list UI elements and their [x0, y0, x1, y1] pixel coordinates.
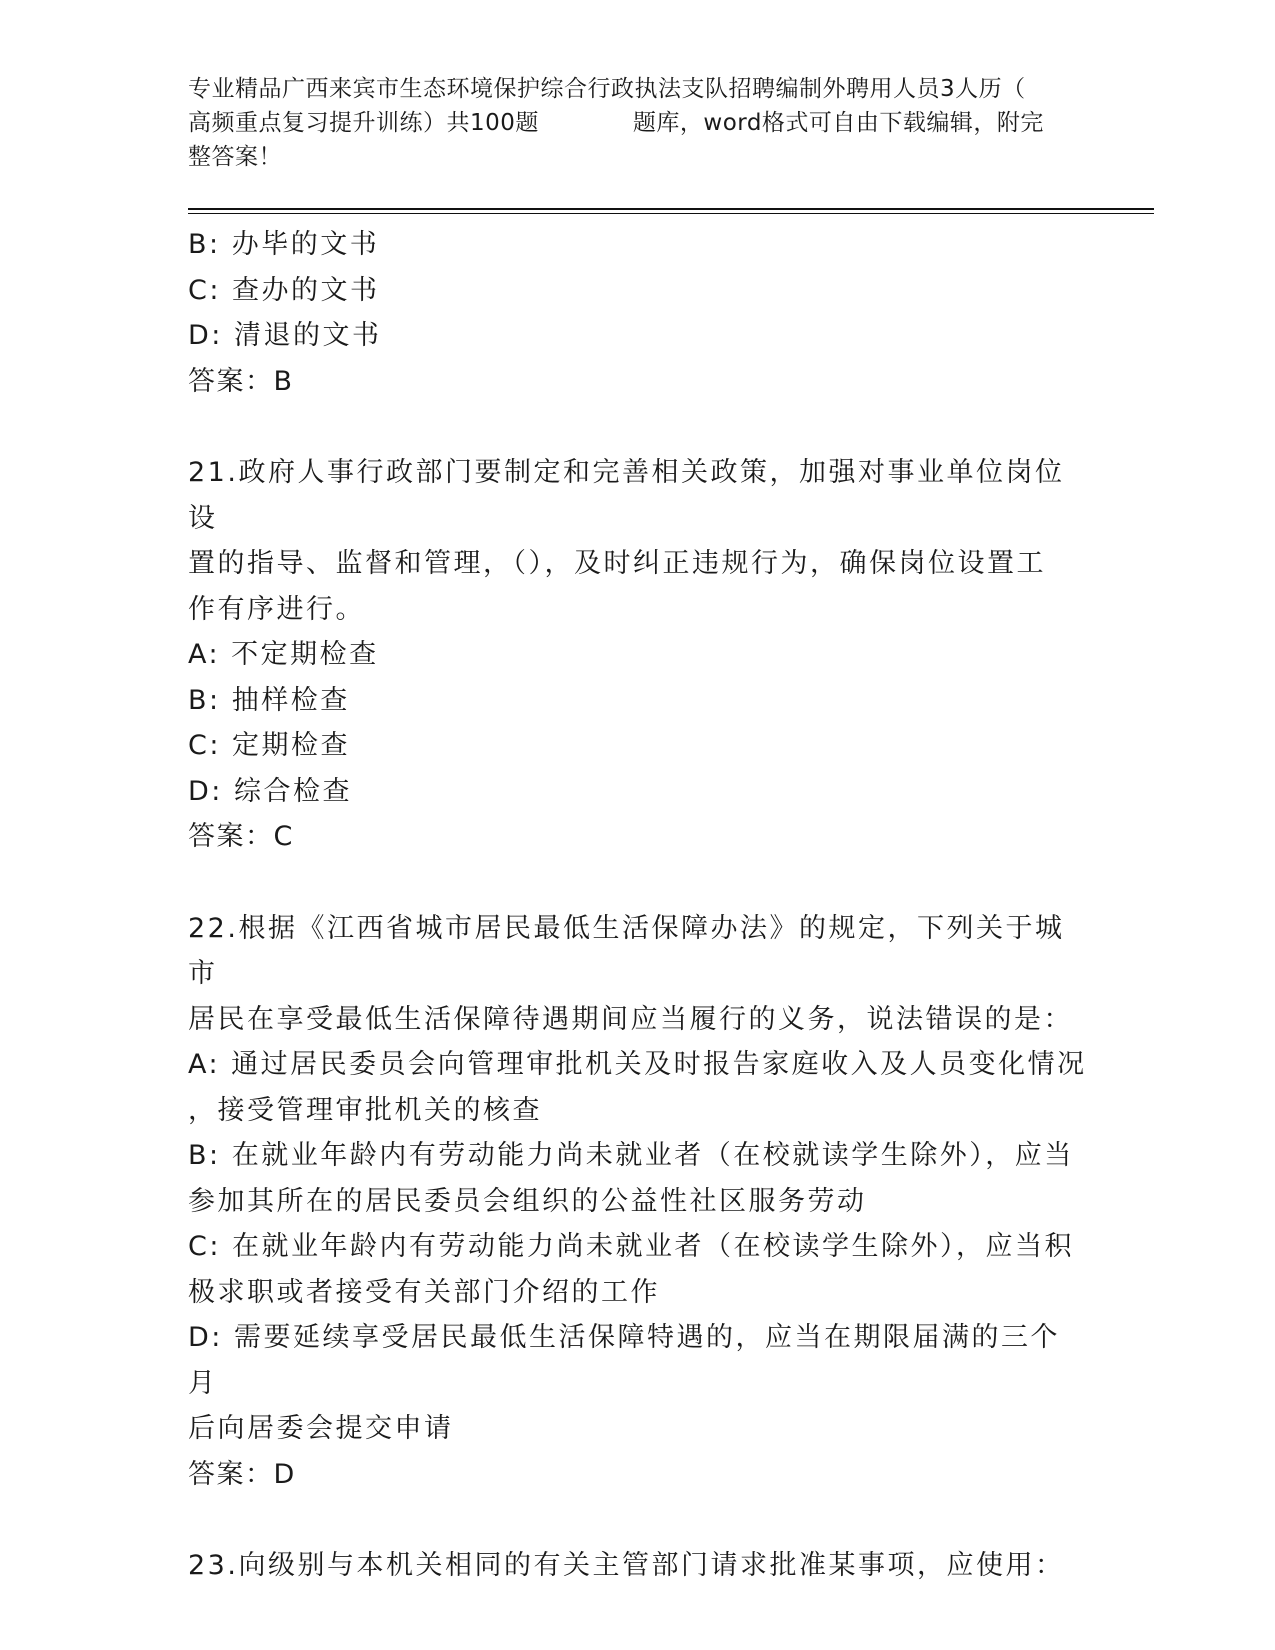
- question-text-line: 居民在享受最低生活保障待遇期间应当履行的义务，说法错误的是：: [188, 1003, 1073, 1035]
- option-b: B: 在就业年龄内有劳动能力尚未就业者（在校就读学生除外），应当: [188, 1140, 1074, 1171]
- question-text-line: 置的指导、监督和管理，（），及时纠正违规行为，确保岗位设置工: [188, 548, 1046, 579]
- answer: 答案：C: [188, 821, 294, 852]
- spacer: [188, 860, 1088, 906]
- answer: 答案：B: [188, 365, 294, 397]
- option-c: C: 定期检查: [188, 730, 351, 761]
- spacer: [188, 404, 1088, 450]
- answer: 答案：D: [188, 1458, 296, 1490]
- option-b-continued: 参加其所在的居民委员会组织的公益性社区服务劳动: [188, 1185, 867, 1217]
- option-a: A: 通过居民委员会向管理审批机关及时报告家庭收入及人员变化情况: [188, 1049, 1087, 1080]
- document-header: [188, 72, 1088, 174]
- question-text-line: 作有序进行。: [188, 593, 365, 625]
- option-c: C: 查办的文书: [188, 274, 380, 306]
- spacer: [188, 1497, 1088, 1543]
- option-a-continued: ，接受管理审批机关的核查: [188, 1094, 542, 1126]
- option-b: B: 抽样检查: [188, 684, 350, 716]
- header-title-line-2: 高频重点复习提升训练）共100题 题库，word格式可自由下载编辑，附完: [188, 110, 1044, 136]
- option-d: D: 需要延续享受居民最低生活保障特遇的，应当在期限届满的三个月: [188, 1322, 1060, 1399]
- option-a: A: 不定期检查: [188, 639, 379, 670]
- question-21: [188, 450, 1088, 860]
- option-c: C: 在就业年龄内有劳动能力尚未就业者（在校读学生除外），应当积: [188, 1231, 1075, 1262]
- question-text-line: 21.政府人事行政部门要制定和完善相关政策，加强对事业单位岗位设: [188, 457, 1065, 534]
- option-c-continued: 极求职或者接受有关部门介绍的工作: [188, 1276, 660, 1308]
- header-title-line-1: 专业精品广西来宾市生态环境保护综合行政执法支队招聘编制外聘用人员3人历（: [188, 76, 1026, 102]
- question-20-tail: [188, 222, 1088, 404]
- option-d: D: 综合检查: [188, 775, 352, 807]
- option-d-continued: 后向居委会提交申请: [188, 1413, 454, 1444]
- header-divider: [188, 208, 1154, 214]
- option-b: B: 办毕的文书: [188, 229, 380, 260]
- header-title-line-3: 整答案！: [188, 144, 282, 170]
- question-text-line: 23.向级别与本机关相同的有关主管部门请求批准某事项，应使用：: [188, 1550, 1065, 1581]
- question-text-line: 22.根据《江西省城市居民最低生活保障办法》的规定，下列关于城市: [188, 912, 1065, 989]
- document-body: [188, 222, 1088, 1589]
- option-d: D: 清退的文书: [188, 320, 382, 351]
- question-22: [188, 906, 1088, 1498]
- question-23: [188, 1543, 1088, 1589]
